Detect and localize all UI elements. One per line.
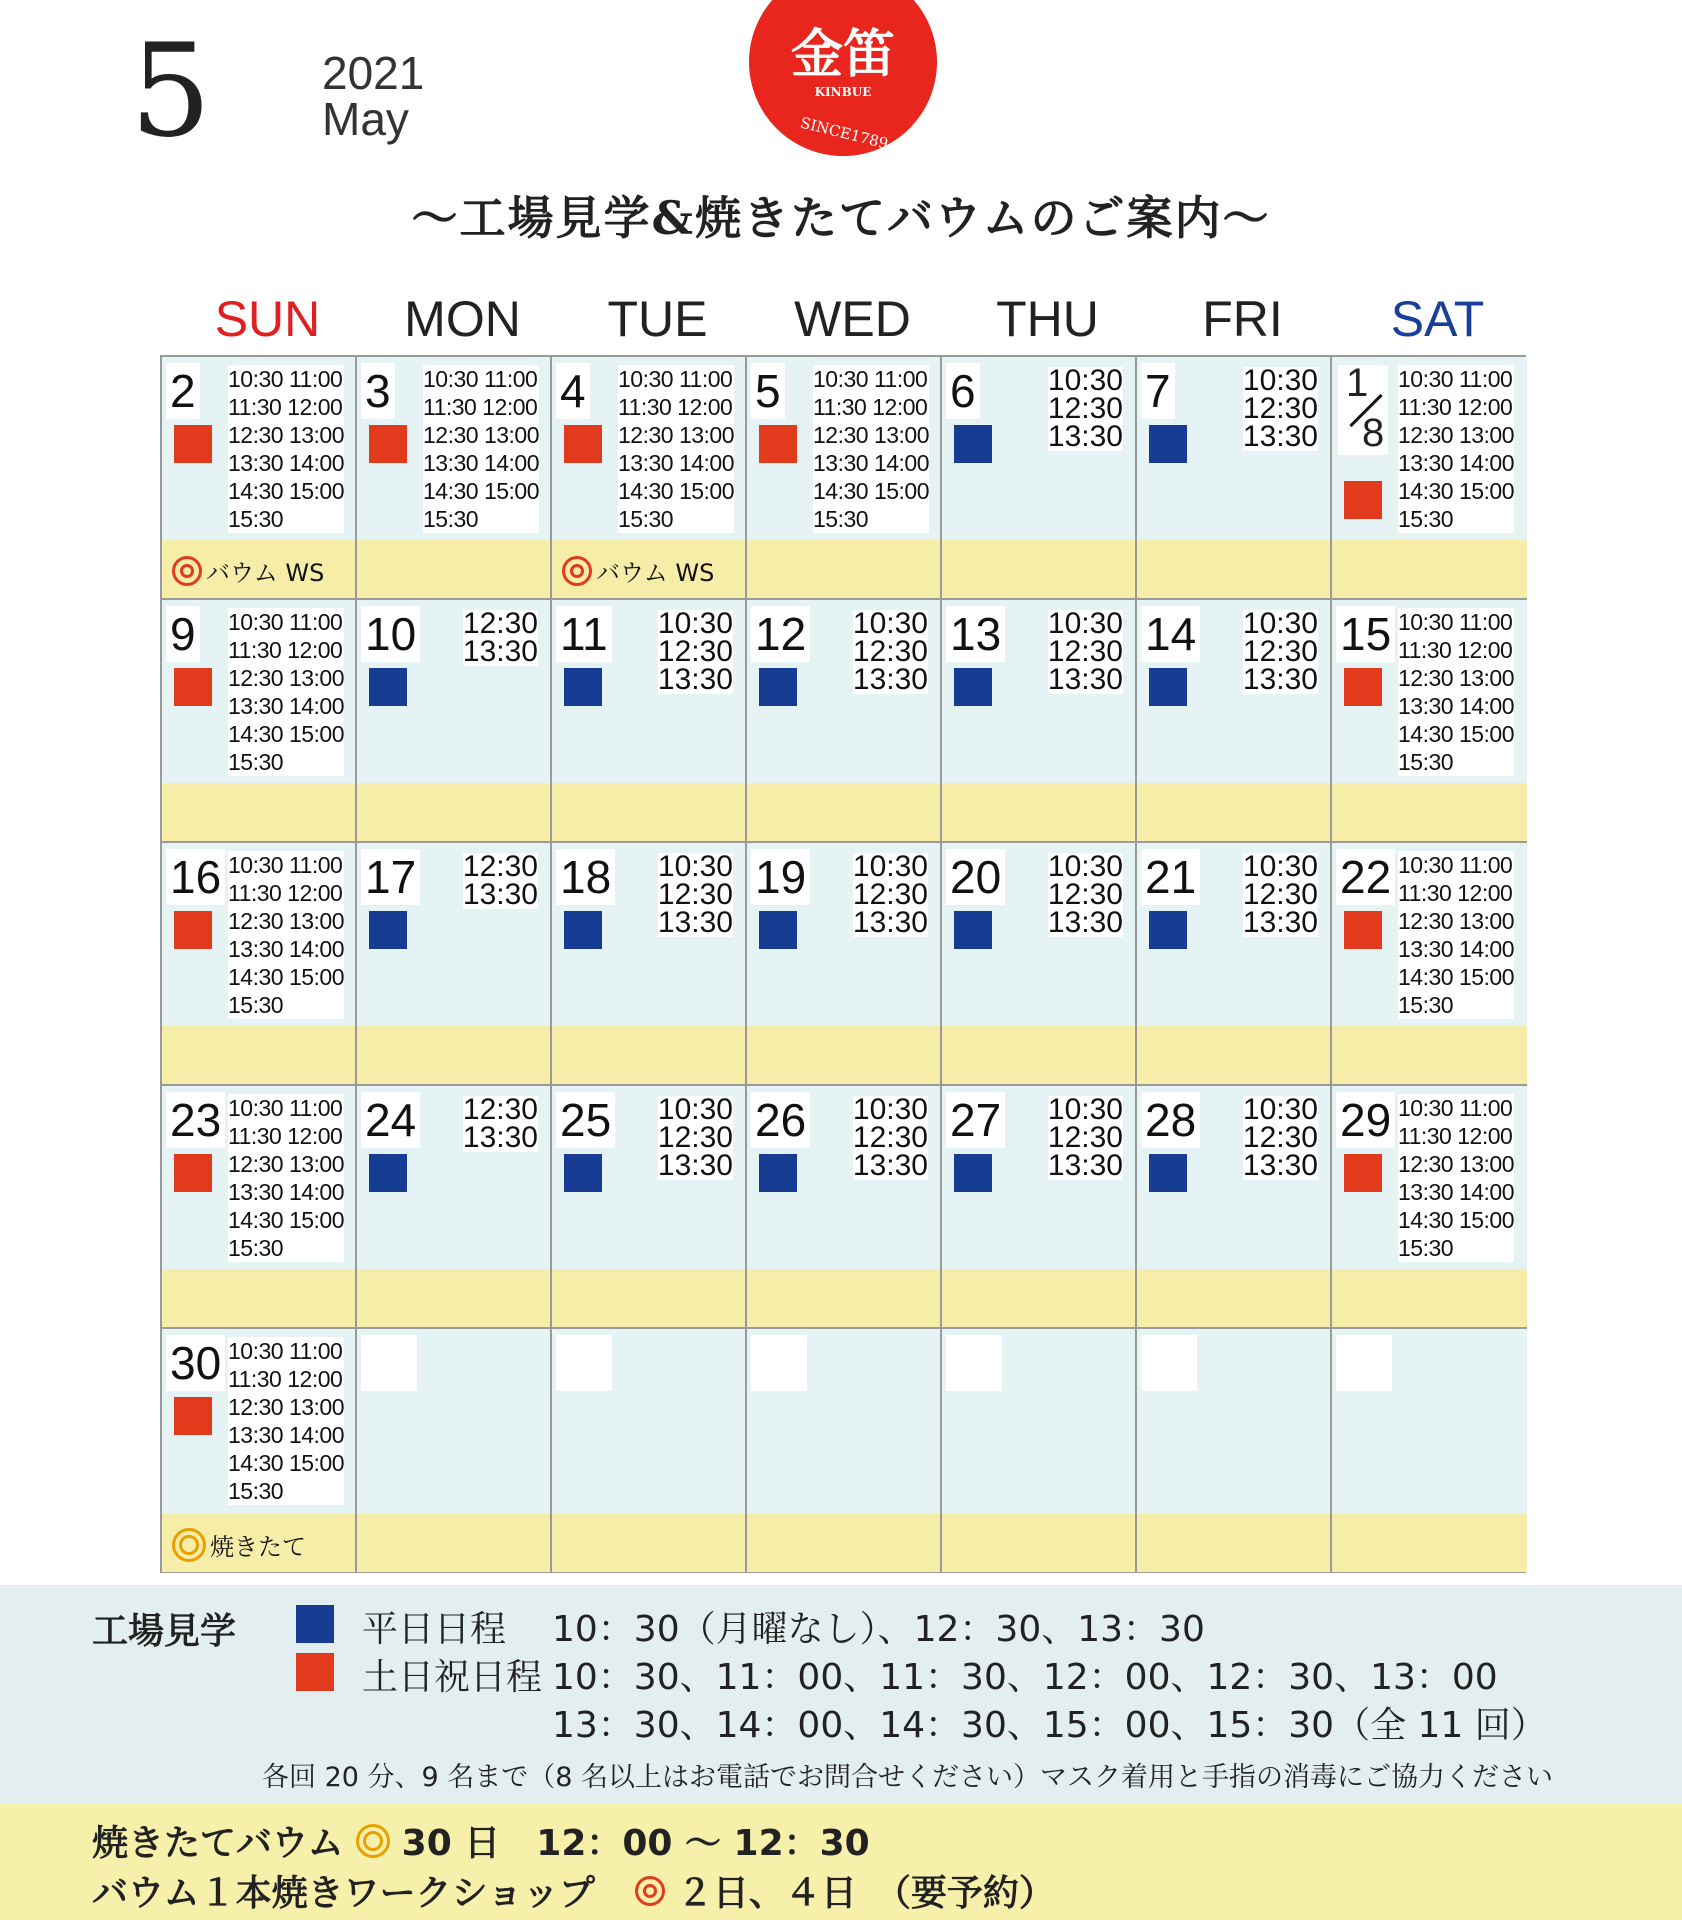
tour-times: 10:30 11:00 11:30 12:00 12:30 13:00 13:30 14:00 14:30 15:00 15:30 <box>1398 366 1515 532</box>
weekday-marker-icon <box>954 911 992 949</box>
event-band <box>1332 540 1527 598</box>
weekday-marker-icon <box>369 911 407 949</box>
tour-times: 10:30 11:00 11:30 12:00 12:30 13:00 13:30 14:00 14:30 15:00 15:30 <box>228 366 345 532</box>
weekday-fri: FRI <box>1202 291 1283 347</box>
weekday-schedule-times: 10：30（月曜なし）、12：30、13：30 <box>552 1609 1205 1650</box>
weekday-marker-icon <box>954 425 992 463</box>
weekday-sat: SAT <box>1390 291 1485 347</box>
event-band <box>552 783 745 841</box>
event-band <box>942 1514 1135 1572</box>
weekday-marker-icon <box>296 1605 334 1643</box>
tour-times: 10:30 12:30 13:30 <box>1242 364 1318 453</box>
weekday-marker-icon <box>564 911 602 949</box>
event-band <box>357 1026 550 1084</box>
tour-times: 10:30 12:30 13:30 <box>1242 1093 1318 1182</box>
tour-times: 10:30 12:30 13:30 <box>1047 607 1123 696</box>
event-band <box>1332 783 1527 841</box>
calendar-day-cell <box>552 357 747 600</box>
weekend-marker-icon <box>174 1154 212 1192</box>
day-number: 6 <box>946 363 980 419</box>
calendar-day-cell <box>162 1329 357 1572</box>
day-number: 3 <box>361 363 395 419</box>
blank-day-box <box>751 1335 807 1391</box>
blank-day-box <box>1141 1335 1197 1391</box>
event-label-text: バウム WS <box>596 559 715 587</box>
day-number: 9 <box>166 606 200 662</box>
tour-times: 12:30 13:30 <box>462 607 538 668</box>
tour-times: 10:30 11:00 11:30 12:00 12:30 13:00 13:30 14:00 14:30 15:00 15:30 <box>228 609 345 775</box>
calendar-day-cell <box>942 1329 1137 1572</box>
event-band <box>552 1026 745 1084</box>
blank-day-box <box>556 1335 612 1391</box>
event-band <box>552 1269 745 1327</box>
tour-times: 10:30 12:30 13:30 <box>852 850 928 939</box>
day-number: 1 8 <box>1338 365 1388 455</box>
event-band <box>747 1514 940 1572</box>
weekend-schedule-times-1: 10：30、11：00、11：30、12：00、12：30、13：00 <box>552 1657 1498 1698</box>
calendar-day-cell <box>162 357 357 600</box>
weekday-marker-icon <box>1149 911 1187 949</box>
calendar-day-cell <box>162 600 357 843</box>
weekday-marker-icon <box>759 668 797 706</box>
day-number: 29 <box>1336 1092 1395 1148</box>
tour-times: 10:30 12:30 13:30 <box>1047 850 1123 939</box>
event-band <box>357 1514 550 1572</box>
event-label-text: バウム WS <box>206 559 325 587</box>
day-number: 20 <box>946 849 1005 905</box>
day-number: 28 <box>1141 1092 1200 1148</box>
event-label <box>562 553 714 588</box>
event-band <box>747 1026 940 1084</box>
tour-times: 10:30 12:30 13:30 <box>657 850 733 939</box>
weekday-tue: TUE <box>607 291 708 347</box>
double-circle-icon <box>356 1824 390 1858</box>
tour-times: 10:30 12:30 13:30 <box>657 607 733 696</box>
double-circle-icon <box>172 1528 206 1562</box>
tour-times: 10:30 11:00 11:30 12:00 12:30 13:00 13:30 14:00 14:30 15:00 15:30 <box>228 1095 345 1261</box>
year: 2021 <box>322 47 425 99</box>
event-band <box>162 783 355 841</box>
event-band <box>1332 1269 1527 1327</box>
calendar-day-cell <box>162 843 357 1086</box>
blank-day-box <box>1336 1335 1392 1391</box>
weekday-marker-icon <box>1149 668 1187 706</box>
tour-times: 10:30 11:00 11:30 12:00 12:30 13:00 13:30 14:00 14:30 15:00 15:30 <box>618 366 735 532</box>
tour-times: 12:30 13:30 <box>462 1093 538 1154</box>
weekday-thu: THU <box>996 291 1099 347</box>
calendar-day-cell <box>357 1329 552 1572</box>
weekday-marker-icon <box>1149 1154 1187 1192</box>
event-band <box>1332 1026 1527 1084</box>
legend-panel <box>0 1585 1682 1803</box>
day-number: 14 <box>1141 606 1200 662</box>
day-number: 19 <box>751 849 810 905</box>
weekend-marker-icon <box>174 425 212 463</box>
day-number: 16 <box>166 849 225 905</box>
event-band <box>1137 783 1330 841</box>
calendar-day-cell <box>942 357 1137 600</box>
calendar-day-cell <box>357 357 552 600</box>
calendar-day-cell <box>942 600 1137 843</box>
tour-times: 10:30 11:00 11:30 12:00 12:30 13:00 13:30 14:00 14:30 15:00 15:30 <box>813 366 930 532</box>
weekday-wed: WED <box>794 291 911 347</box>
event-label-text: 焼きたて <box>210 1533 306 1561</box>
event-band <box>942 783 1135 841</box>
day-number: 18 <box>556 849 615 905</box>
footer-workshop-row <box>92 1865 1055 1916</box>
tour-times: 10:30 12:30 13:30 <box>657 1093 733 1182</box>
tour-times: 10:30 11:00 11:30 12:00 12:30 13:00 13:30 14:00 14:30 15:00 15:30 <box>1398 852 1515 1018</box>
day-number: 30 <box>166 1335 225 1391</box>
weekend-marker-icon <box>1344 911 1382 949</box>
tour-times: 12:30 13:30 <box>462 850 538 911</box>
calendar-day-cell <box>357 843 552 1086</box>
weekday-marker-icon <box>369 1154 407 1192</box>
day-number: 5 <box>751 363 785 419</box>
month-name: May <box>322 93 409 145</box>
day-number: 26 <box>751 1092 810 1148</box>
tour-times: 10:30 11:00 11:30 12:00 12:30 13:00 13:30 14:00 14:30 15:00 15:30 <box>228 852 345 1018</box>
calendar-day-cell <box>1332 1329 1527 1572</box>
weekday-marker-icon <box>1149 425 1187 463</box>
calendar-grid <box>160 355 1526 1573</box>
bullseye-icon <box>172 556 202 586</box>
footer-panel <box>0 1803 1682 1920</box>
tour-times: 10:30 11:00 11:30 12:00 12:30 13:00 13:30 14:00 14:30 15:00 15:30 <box>228 1338 345 1504</box>
event-band <box>747 783 940 841</box>
calendar-day-cell <box>942 843 1137 1086</box>
weekday-marker-icon <box>564 668 602 706</box>
weekday-marker-icon <box>954 668 992 706</box>
bullseye-icon <box>562 556 592 586</box>
day-number: 12 <box>751 606 810 662</box>
page-title: ～工場見学&焼きたてバウムのご案内～ <box>411 191 1271 245</box>
weekend-marker-icon <box>296 1653 334 1691</box>
event-label <box>172 553 324 588</box>
calendar-day-cell <box>1137 600 1332 843</box>
weekday-marker-icon <box>954 1154 992 1192</box>
weekend-marker-icon <box>174 1397 212 1435</box>
calendar-day-cell <box>1137 1086 1332 1329</box>
tour-times: 10:30 12:30 13:30 <box>852 607 928 696</box>
day-number: 15 <box>1336 606 1395 662</box>
logo-name: 金笛 <box>790 25 896 85</box>
weekday-marker-icon <box>369 668 407 706</box>
calendar-day-cell <box>1332 1086 1527 1329</box>
tour-times: 10:30 12:30 13:30 <box>1047 364 1123 453</box>
calendar-day-cell <box>357 600 552 843</box>
day-number: 23 <box>166 1092 225 1148</box>
calendar-day-cell <box>747 1329 942 1572</box>
calendar-day-cell <box>747 357 942 600</box>
calendar-day-cell <box>1137 843 1332 1086</box>
day-number: 13 <box>946 606 1005 662</box>
legend-label: 工場見学 <box>92 1611 237 1652</box>
weekend-schedule-label: 土日祝日程 <box>362 1657 543 1698</box>
event-band <box>942 1026 1135 1084</box>
event-band <box>1137 1514 1330 1572</box>
blank-day-box <box>361 1335 417 1391</box>
day-number: 10 <box>361 606 420 662</box>
weekday-mon: MON <box>404 291 521 347</box>
legend-note: 各回 20 分、9 名まで（8 名以上はお電話でお問合せください）マスク着用と手指の消毒にご協力ください <box>262 1762 1554 1793</box>
day-number: 4 <box>556 363 590 419</box>
event-band <box>552 1514 745 1572</box>
tour-times: 10:30 11:00 11:30 12:00 12:30 13:00 13:30 14:00 14:30 15:00 15:30 <box>1398 1095 1515 1261</box>
calendar-day-cell <box>552 843 747 1086</box>
event-band <box>357 1269 550 1327</box>
tour-times: 10:30 12:30 13:30 <box>1047 1093 1123 1182</box>
event-band <box>357 540 550 598</box>
weekend-marker-icon <box>564 425 602 463</box>
day-number: 25 <box>556 1092 615 1148</box>
calendar-day-cell <box>747 1086 942 1329</box>
tour-times: 10:30 11:00 11:30 12:00 12:30 13:00 13:30 14:00 14:30 15:00 15:30 <box>423 366 540 532</box>
weekend-marker-icon <box>1344 481 1382 519</box>
event-band <box>1137 1026 1330 1084</box>
calendar-day-cell <box>1332 600 1527 843</box>
bullseye-icon <box>635 1876 665 1906</box>
weekend-marker-icon <box>369 425 407 463</box>
event-band <box>162 1026 355 1084</box>
day-number: 2 <box>166 363 200 419</box>
fresh-baum-label: 焼きたてバウム <box>92 1823 344 1864</box>
day-number: 21 <box>1141 849 1200 905</box>
event-band <box>942 540 1135 598</box>
calendar-day-cell <box>747 843 942 1086</box>
event-band <box>747 1269 940 1327</box>
calendar-day-cell <box>942 1086 1137 1329</box>
blank-day-box <box>946 1335 1002 1391</box>
weekend-marker-icon <box>759 425 797 463</box>
workshop-label: バウム１本焼きワークショップ <box>92 1873 595 1914</box>
kinbue-logo <box>747 0 939 158</box>
weekday-marker-icon <box>564 1154 602 1192</box>
weekend-marker-icon <box>1344 668 1382 706</box>
weekend-marker-icon <box>174 911 212 949</box>
weekday-marker-icon <box>759 1154 797 1192</box>
event-band <box>1137 540 1330 598</box>
workshop-text: ２日、４日 （要予約） <box>676 1873 1055 1914</box>
fresh-baum-text: 30 日 12：00 ～ 12：30 <box>401 1823 870 1864</box>
tour-times: 10:30 12:30 13:30 <box>1242 850 1318 939</box>
weekday-marker-icon <box>759 911 797 949</box>
event-band <box>1137 1269 1330 1327</box>
calendar-day-cell <box>552 1086 747 1329</box>
day-number: 27 <box>946 1092 1005 1148</box>
weekend-marker-icon <box>174 668 212 706</box>
weekday-sun: SUN <box>214 291 321 347</box>
calendar-day-cell <box>357 1086 552 1329</box>
weekday-schedule-label: 平日日程 <box>362 1609 507 1650</box>
calendar-day-cell <box>747 600 942 843</box>
calendar-day-cell <box>162 1086 357 1329</box>
calendar-day-cell <box>1137 1329 1332 1572</box>
event-band <box>1332 1514 1527 1572</box>
tour-times: 10:30 11:00 11:30 12:00 12:30 13:00 13:30 14:00 14:30 15:00 15:30 <box>1398 609 1515 775</box>
event-band <box>942 1269 1135 1327</box>
calendar-day-cell <box>1332 357 1527 600</box>
calendar-day-cell <box>1137 357 1332 600</box>
calendar-day-cell <box>1332 843 1527 1086</box>
event-band <box>357 783 550 841</box>
event-label <box>172 1527 306 1562</box>
month-number: 5 <box>130 17 212 166</box>
day-number: 24 <box>361 1092 420 1148</box>
day-number: 17 <box>361 849 420 905</box>
day-number: 11 <box>556 606 612 662</box>
calendar-day-cell <box>552 1329 747 1572</box>
logo-since: SINCE1789 <box>798 113 891 153</box>
event-band <box>747 540 940 598</box>
tour-times: 10:30 12:30 13:30 <box>1242 607 1318 696</box>
weekend-schedule-times-2: 13：30、14：00、14：30、15：00、15：30（全 11 回） <box>552 1705 1547 1746</box>
event-band <box>162 1269 355 1327</box>
calendar-day-cell <box>552 600 747 843</box>
day-number: 7 <box>1141 363 1175 419</box>
day-number: 22 <box>1336 849 1395 905</box>
logo-sub: KINBUE <box>814 85 872 99</box>
weekend-marker-icon <box>1344 1154 1382 1192</box>
tour-times: 10:30 12:30 13:30 <box>852 1093 928 1182</box>
footer-fresh-row <box>92 1815 870 1866</box>
